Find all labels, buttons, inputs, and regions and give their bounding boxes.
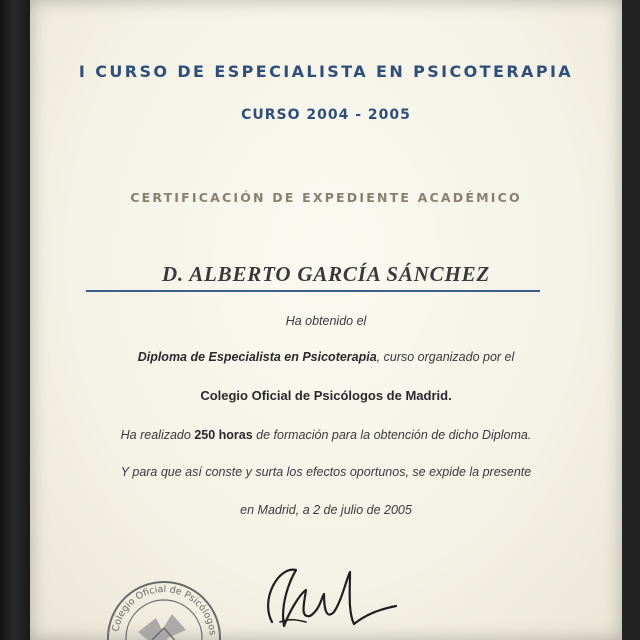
seal-stamp-icon xyxy=(104,578,224,640)
hours-post: de formación para la obtención de dicho Diploma. xyxy=(252,428,532,442)
diploma-rest: , curso organizado por el xyxy=(376,350,515,364)
certificate-heading: CERTIFICACIÓN DE EXPEDIENTE ACADÉMICO xyxy=(130,190,522,205)
body-line-issuance: Y para que así conste y surta los efectos oportunos, se expide la presente xyxy=(120,465,532,479)
seal-text: Colegio Oficial de Psicólogos xyxy=(110,583,218,636)
course-title: I CURSO DE ESPECIALISTA EN PSICOTERAPIA xyxy=(78,62,574,81)
body-line-obtained: Ha obtenido el xyxy=(285,314,367,328)
diploma-name: Diploma de Especialista en Psicoterapia xyxy=(137,350,377,364)
hours-pre: Ha realizado xyxy=(120,428,195,442)
hours-value: 250 horas xyxy=(194,428,253,442)
recipient-name: D. ALBERTO GARCÍA SÁNCHEZ xyxy=(161,262,491,286)
body-line-place-date: en Madrid, a 2 de julio de 2005 xyxy=(240,503,412,517)
body-line-diploma xyxy=(30,350,622,364)
body-line-institution: Colegio Oficial de Psicólogos de Madrid. xyxy=(200,388,452,403)
certificate-paper xyxy=(30,0,622,640)
signature-icon xyxy=(250,560,400,640)
body-line-hours xyxy=(30,428,622,442)
name-underline xyxy=(86,290,540,292)
course-years: CURSO 2004 - 2005 xyxy=(241,107,411,123)
